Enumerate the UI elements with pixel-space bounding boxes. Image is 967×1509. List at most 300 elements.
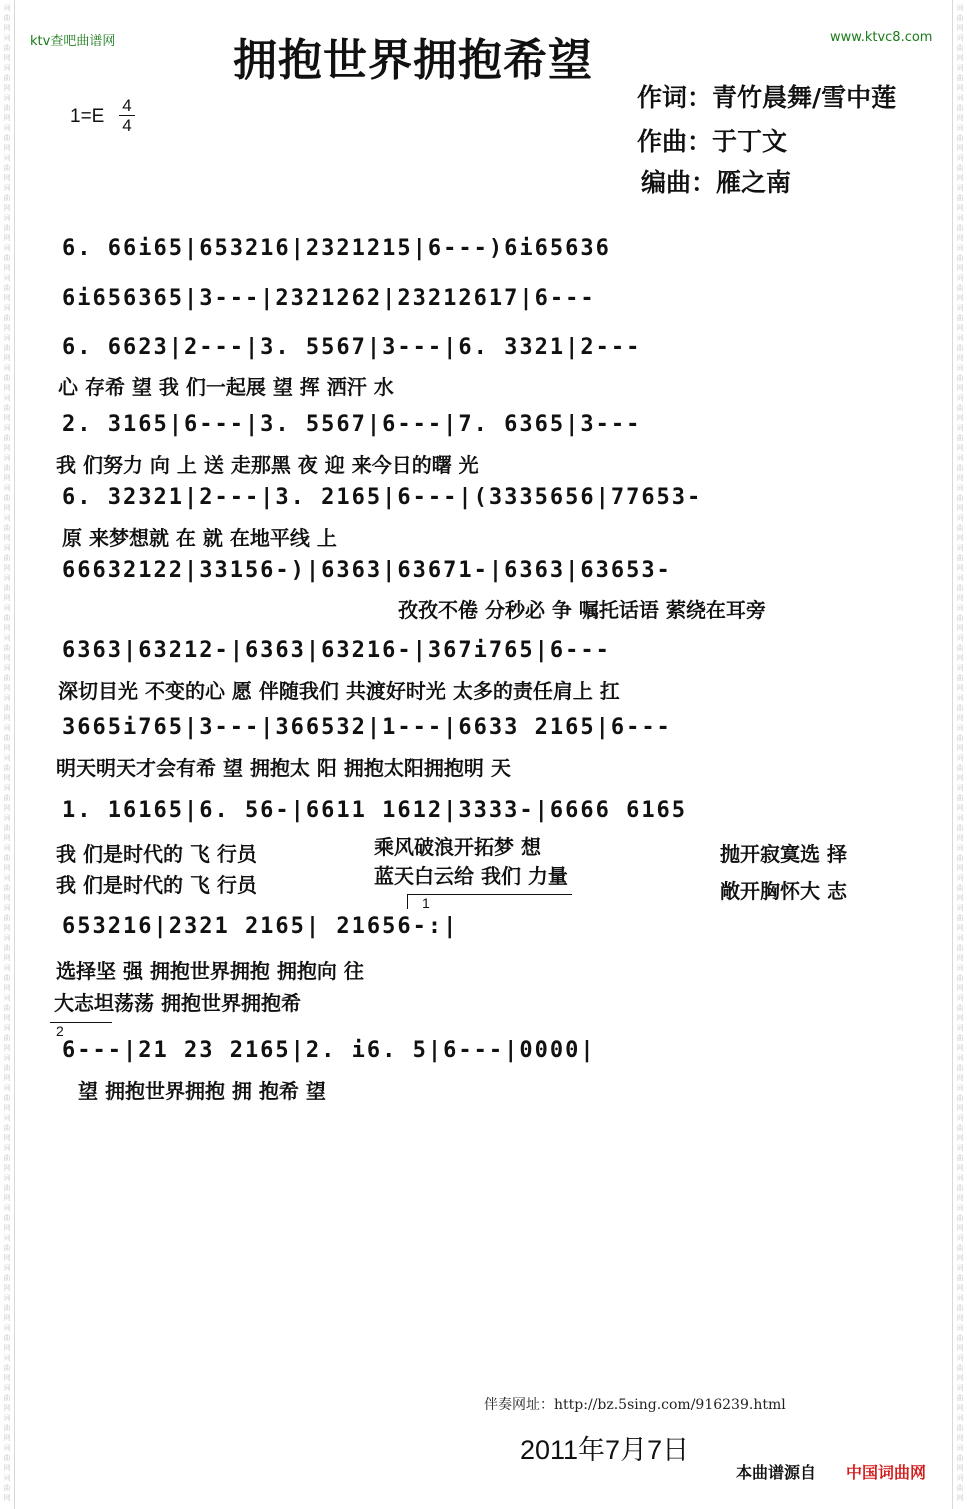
watermark-glyph: 词	[956, 124, 964, 132]
notation-line-6: 66632122|33156-)|6363|63671-|6363|63653-	[62, 558, 672, 583]
watermark-glyph: 词	[3, 544, 11, 552]
watermark-glyph: 网	[3, 384, 11, 392]
lyric-line-8b: 蓝天白云给 我们 力量	[374, 864, 568, 888]
watermark-glyph: 词	[956, 664, 964, 672]
watermark-glyph: 曲	[3, 1004, 11, 1012]
watermark-glyph: 词	[3, 334, 11, 342]
watermark-glyph: 词	[956, 844, 964, 852]
watermark-glyph: 网	[3, 654, 11, 662]
notation-line-3: 6. 6623|2---|3. 5567|3---|6. 3321|2---	[62, 335, 642, 360]
watermark-glyph: 网	[956, 234, 964, 242]
watermark-glyph: 网	[3, 54, 11, 62]
watermark-glyph: 曲	[3, 1424, 11, 1432]
watermark-glyph: 词	[3, 874, 11, 882]
watermark-glyph: 网	[956, 204, 964, 212]
watermark-glyph: 词	[956, 1294, 964, 1302]
watermark-glyph: 网	[3, 804, 11, 812]
watermark-glyph: 词	[956, 1204, 964, 1212]
lyric-line-3: 原 来梦想就 在 就 在地平线 上	[62, 526, 337, 550]
watermark-glyph: 网	[3, 1044, 11, 1052]
notation-line-7: 6363|63212-|6363|63216-|367i765|6---	[62, 638, 611, 663]
lyric-line-2: 我 们努力 向 上 送 走那黑 夜 迎 来今日的曙 光	[56, 453, 479, 477]
watermark-glyph: 网	[956, 954, 964, 962]
watermark-glyph: 曲	[3, 404, 11, 412]
watermark-glyph: 网	[956, 1224, 964, 1232]
watermark-glyph: 曲	[3, 494, 11, 502]
watermark-glyph: 曲	[3, 764, 11, 772]
lyric-line-8c: 敞开胸怀大 志	[720, 879, 847, 903]
watermark-glyph: 词	[3, 1474, 11, 1482]
watermark-glyph: 曲	[956, 734, 964, 742]
watermark-glyph: 曲	[3, 1034, 11, 1042]
watermark-glyph: 词	[3, 514, 11, 522]
watermark-glyph: 曲	[3, 584, 11, 592]
watermark-glyph: 词	[956, 904, 964, 912]
watermark-glyph: 网	[3, 774, 11, 782]
watermark-glyph: 网	[3, 1224, 11, 1232]
watermark-glyph: 网	[956, 144, 964, 152]
watermark-glyph: 曲	[956, 914, 964, 922]
watermark-glyph: 曲	[956, 764, 964, 772]
watermark-glyph: 词	[3, 1024, 11, 1032]
right-watermark-strip	[953, 0, 967, 1509]
watermark-glyph: 词	[956, 1144, 964, 1152]
watermark-glyph: 曲	[956, 614, 964, 622]
arranger-credit: 编曲：雁之南	[641, 168, 792, 197]
notation-line-5: 6. 32321|2---|3. 2165|6---|(3335656|77653-	[62, 485, 703, 510]
watermark-glyph: 网	[3, 1194, 11, 1202]
watermark-glyph: 曲	[3, 1274, 11, 1282]
watermark-glyph: 网	[3, 354, 11, 362]
source-label: 本曲谱源自	[736, 1463, 817, 1482]
watermark-glyph: 网	[956, 594, 964, 602]
watermark-glyph: 词	[956, 1324, 964, 1332]
watermark-glyph: 网	[956, 24, 964, 32]
watermark-glyph: 网	[956, 894, 964, 902]
watermark-glyph: 词	[3, 1114, 11, 1122]
watermark-glyph: 词	[956, 694, 964, 702]
watermark-glyph: 网	[3, 1314, 11, 1322]
watermark-glyph: 曲	[956, 1484, 964, 1492]
left-frame-line	[14, 0, 15, 1509]
watermark-glyph: 曲	[956, 1244, 964, 1252]
watermark-glyph: 曲	[956, 314, 964, 322]
watermark-glyph: 词	[956, 754, 964, 762]
watermark-glyph: 网	[3, 684, 11, 692]
watermark-glyph: 曲	[3, 674, 11, 682]
watermark-glyph: 词	[3, 814, 11, 822]
watermark-glyph: 网	[3, 504, 11, 512]
watermark-glyph: 网	[956, 1314, 964, 1322]
watermark-glyph: 曲	[3, 1154, 11, 1162]
watermark-glyph: 词	[3, 124, 11, 132]
watermark-glyph: 网	[3, 924, 11, 932]
watermark-glyph: 曲	[3, 644, 11, 652]
watermark-glyph: 词	[956, 1054, 964, 1062]
watermark-glyph: 词	[3, 754, 11, 762]
watermark-glyph: 曲	[3, 614, 11, 622]
watermark-glyph: 词	[3, 1324, 11, 1332]
watermark-glyph: 曲	[3, 1094, 11, 1102]
watermark-glyph: 曲	[956, 434, 964, 442]
watermark-glyph: 词	[956, 4, 964, 12]
watermark-glyph: 网	[956, 354, 964, 362]
watermark-glyph: 曲	[956, 1364, 964, 1372]
watermark-glyph: 网	[956, 1434, 964, 1442]
lyric-line-1: 心 存希 望 我 们一起展 望 挥 洒汗 水	[58, 375, 394, 399]
watermark-glyph: 曲	[956, 1004, 964, 1012]
watermark-glyph: 曲	[3, 254, 11, 262]
watermark-glyph: 网	[3, 84, 11, 92]
watermark-glyph: 曲	[3, 554, 11, 562]
notation-line-4: 2. 3165|6---|3. 5567|6---|7. 6365|3---	[62, 412, 642, 437]
watermark-glyph: 网	[956, 84, 964, 92]
watermark-glyph: 曲	[3, 1484, 11, 1492]
watermark-glyph: 词	[3, 1084, 11, 1092]
watermark-glyph: 曲	[3, 1304, 11, 1312]
watermark-glyph: 网	[3, 1254, 11, 1262]
watermark-glyph: 词	[956, 1084, 964, 1092]
watermark-glyph: 词	[3, 34, 11, 42]
watermark-glyph: 词	[3, 904, 11, 912]
watermark-glyph: 网	[956, 834, 964, 842]
watermark-glyph: 曲	[3, 164, 11, 172]
watermark-glyph: 曲	[956, 194, 964, 202]
watermark-glyph: 网	[3, 1404, 11, 1412]
watermark-glyph: 词	[3, 1414, 11, 1422]
time-signature	[119, 96, 135, 135]
watermark-glyph: 词	[3, 184, 11, 192]
watermark-glyph: 曲	[956, 1394, 964, 1402]
watermark-glyph: 词	[3, 424, 11, 432]
watermark-glyph: 曲	[956, 404, 964, 412]
watermark-glyph: 网	[956, 114, 964, 122]
watermark-glyph: 词	[3, 724, 11, 732]
second-ending-label: 2	[56, 1023, 64, 1039]
watermark-glyph: 网	[3, 264, 11, 272]
watermark-glyph: 曲	[3, 824, 11, 832]
watermark-glyph: 曲	[3, 794, 11, 802]
watermark-glyph: 曲	[956, 344, 964, 352]
watermark-glyph: 曲	[956, 644, 964, 652]
watermark-glyph: 网	[3, 1074, 11, 1082]
notation-line-1: 6. 66i65|653216|2321215|6---)6i65636	[62, 236, 611, 261]
watermark-glyph: 曲	[3, 1364, 11, 1372]
watermark-glyph: 词	[956, 484, 964, 492]
watermark-glyph: 网	[3, 1164, 11, 1172]
watermark-glyph: 网	[956, 504, 964, 512]
watermark-glyph: 词	[3, 4, 11, 12]
watermark-glyph: 曲	[3, 314, 11, 322]
watermark-glyph: 词	[3, 574, 11, 582]
watermark-glyph: 曲	[3, 524, 11, 532]
watermark-glyph: 词	[3, 934, 11, 942]
watermark-glyph: 词	[956, 184, 964, 192]
watermark-glyph: 曲	[3, 284, 11, 292]
watermark-glyph: 词	[956, 514, 964, 522]
watermark-glyph: 网	[3, 444, 11, 452]
time-signature-top: 4	[119, 96, 135, 116]
watermark-glyph: 词	[3, 1294, 11, 1302]
watermark-glyph: 词	[3, 1204, 11, 1212]
watermark-glyph: 词	[956, 994, 964, 1002]
watermark-glyph: 词	[3, 1264, 11, 1272]
watermark-glyph: 网	[3, 1014, 11, 1022]
lyricist-credit: 作词：青竹晨舞/雪中莲	[637, 83, 897, 112]
watermark-glyph: 词	[956, 394, 964, 402]
watermark-glyph: 曲	[956, 1184, 964, 1192]
watermark-glyph: 词	[3, 1444, 11, 1452]
watermark-glyph: 曲	[956, 14, 964, 22]
watermark-glyph: 网	[3, 24, 11, 32]
watermark-glyph: 网	[956, 174, 964, 182]
watermark-glyph: 网	[956, 384, 964, 392]
watermark-glyph: 词	[956, 154, 964, 162]
watermark-glyph: 网	[956, 744, 964, 752]
watermark-glyph: 曲	[956, 944, 964, 952]
watermark-glyph: 词	[956, 634, 964, 642]
watermark-glyph: 词	[956, 724, 964, 732]
notation-line-10: 653216|2321 2165| 21656-:|	[62, 914, 459, 939]
watermark-glyph: 曲	[3, 374, 11, 382]
watermark-glyph: 曲	[956, 1124, 964, 1132]
watermark-glyph: 网	[956, 684, 964, 692]
watermark-glyph: 词	[956, 1234, 964, 1242]
watermark-glyph: 词	[3, 154, 11, 162]
watermark-glyph: 词	[956, 364, 964, 372]
watermark-glyph: 曲	[3, 1334, 11, 1342]
watermark-glyph: 词	[3, 304, 11, 312]
watermark-glyph: 曲	[956, 134, 964, 142]
watermark-glyph: 网	[3, 1434, 11, 1442]
watermark-glyph: 网	[956, 1284, 964, 1292]
watermark-glyph: 词	[3, 994, 11, 1002]
watermark-glyph: 曲	[956, 374, 964, 382]
watermark-glyph: 网	[956, 564, 964, 572]
watermark-glyph: 词	[956, 1444, 964, 1452]
watermark-glyph: 网	[3, 204, 11, 212]
watermark-glyph: 网	[3, 234, 11, 242]
source-site-name: 中国词曲网	[846, 1463, 927, 1482]
watermark-glyph: 词	[956, 1264, 964, 1272]
watermark-glyph: 网	[956, 1104, 964, 1112]
watermark-glyph: 词	[3, 1054, 11, 1062]
watermark-glyph: 网	[3, 1284, 11, 1292]
lyric-line-9: 选择坚 强 拥抱世界拥抱 拥抱向 往	[56, 959, 364, 983]
watermark-glyph: 曲	[3, 1064, 11, 1072]
watermark-glyph: 曲	[3, 1394, 11, 1402]
watermark-glyph: 词	[956, 214, 964, 222]
watermark-glyph: 词	[3, 454, 11, 462]
lyric-line-4: 孜孜不倦 分秒必 争 嘱托话语 萦绕在耳旁	[398, 598, 766, 622]
watermark-glyph: 词	[3, 1354, 11, 1362]
watermark-glyph: 网	[3, 1344, 11, 1352]
notation-line-8: 3665i765|3---|366532|1---|6633 2165|6---	[62, 715, 672, 740]
lyric-line-5: 深切目光 不变的心 愿 伴随我们 共渡好时光 太多的责任肩上 扛	[58, 679, 620, 703]
watermark-glyph: 网	[3, 984, 11, 992]
watermark-glyph: 曲	[3, 464, 11, 472]
watermark-glyph: 词	[956, 1024, 964, 1032]
watermark-glyph: 词	[956, 1174, 964, 1182]
watermark-glyph: 网	[3, 474, 11, 482]
watermark-glyph: 曲	[3, 1214, 11, 1222]
watermark-glyph: 网	[3, 744, 11, 752]
watermark-glyph: 曲	[3, 734, 11, 742]
watermark-glyph: 曲	[3, 104, 11, 112]
watermark-glyph: 网	[956, 624, 964, 632]
watermark-glyph: 网	[956, 714, 964, 722]
watermark-glyph: 词	[956, 1414, 964, 1422]
watermark-glyph: 曲	[956, 224, 964, 232]
watermark-glyph: 词	[956, 934, 964, 942]
score-date: 2011年7月7日	[520, 1435, 690, 1465]
watermark-glyph: 曲	[956, 824, 964, 832]
watermark-glyph: 词	[3, 1174, 11, 1182]
watermark-glyph: 曲	[956, 674, 964, 682]
watermark-glyph: 词	[3, 484, 11, 492]
watermark-glyph: 曲	[956, 884, 964, 892]
watermark-glyph: 网	[3, 174, 11, 182]
key-signature: 1=E	[70, 106, 105, 127]
watermark-glyph: 曲	[956, 164, 964, 172]
watermark-glyph: 曲	[956, 794, 964, 802]
watermark-glyph: 曲	[3, 974, 11, 982]
watermark-glyph: 词	[956, 574, 964, 582]
watermark-glyph: 网	[956, 444, 964, 452]
watermark-glyph: 曲	[956, 1274, 964, 1282]
notation-line-2: 6i656365|3---|2321262|23212617|6---	[62, 286, 596, 311]
watermark-glyph: 曲	[3, 344, 11, 352]
watermark-glyph: 曲	[3, 224, 11, 232]
watermark-glyph: 曲	[3, 854, 11, 862]
watermark-glyph: 词	[956, 304, 964, 312]
watermark-glyph: 曲	[3, 74, 11, 82]
watermark-glyph: 词	[3, 964, 11, 972]
watermark-glyph: 词	[3, 634, 11, 642]
watermark-glyph: 词	[956, 244, 964, 252]
watermark-glyph: 网	[3, 714, 11, 722]
watermark-glyph: 曲	[3, 1454, 11, 1462]
watermark-glyph: 网	[3, 294, 11, 302]
lyric-line-10: 大志坦荡荡 拥抱世界拥抱希	[54, 991, 301, 1015]
watermark-glyph: 网	[956, 1494, 964, 1502]
watermark-glyph: 网	[3, 1494, 11, 1502]
watermark-glyph: 网	[956, 1404, 964, 1412]
site-url-right: www.ktvc8.com	[830, 30, 933, 45]
watermark-glyph: 曲	[956, 1154, 964, 1162]
watermark-glyph: 曲	[3, 914, 11, 922]
watermark-glyph: 曲	[3, 434, 11, 442]
watermark-glyph: 词	[3, 664, 11, 672]
watermark-glyph: 曲	[956, 1454, 964, 1462]
watermark-glyph: 曲	[956, 464, 964, 472]
watermark-glyph: 曲	[956, 254, 964, 262]
watermark-glyph: 曲	[956, 1214, 964, 1222]
song-title: 拥抱世界拥抱希望	[233, 35, 593, 86]
watermark-glyph: 词	[956, 64, 964, 72]
watermark-glyph: 曲	[956, 1034, 964, 1042]
watermark-glyph: 网	[956, 1044, 964, 1052]
watermark-glyph: 网	[956, 774, 964, 782]
watermark-glyph: 词	[3, 1384, 11, 1392]
watermark-glyph: 网	[956, 1344, 964, 1352]
watermark-glyph: 网	[3, 1374, 11, 1382]
watermark-glyph: 词	[3, 694, 11, 702]
watermark-glyph: 词	[956, 424, 964, 432]
watermark-glyph: 网	[3, 864, 11, 872]
watermark-glyph: 曲	[956, 854, 964, 862]
watermark-glyph: 词	[956, 1354, 964, 1362]
watermark-glyph: 词	[3, 364, 11, 372]
left-watermark-strip	[0, 0, 14, 1509]
watermark-glyph: 网	[3, 414, 11, 422]
watermark-glyph: 网	[3, 1464, 11, 1472]
watermark-glyph: 网	[956, 474, 964, 482]
watermark-glyph: 曲	[3, 44, 11, 52]
watermark-glyph: 网	[3, 564, 11, 572]
watermark-glyph: 网	[3, 534, 11, 542]
watermark-glyph: 曲	[3, 1184, 11, 1192]
lyric-line-11: 望 拥抱世界拥抱 拥 抱希 望	[78, 1079, 326, 1103]
watermark-glyph: 词	[3, 784, 11, 792]
watermark-glyph: 曲	[3, 194, 11, 202]
watermark-glyph: 曲	[3, 1244, 11, 1252]
watermark-glyph: 词	[956, 94, 964, 102]
site-name-left: ktv查吧曲谱网	[30, 34, 116, 49]
watermark-glyph: 网	[956, 984, 964, 992]
second-ending-bracket	[50, 1022, 112, 1037]
watermark-glyph: 网	[3, 324, 11, 332]
watermark-glyph: 曲	[956, 44, 964, 52]
notation-line-9: 1. 16165|6. 56-|6611 1612|3333-|6666 6165	[62, 798, 688, 823]
watermark-glyph: 网	[3, 834, 11, 842]
watermark-glyph: 词	[956, 814, 964, 822]
watermark-glyph: 网	[956, 804, 964, 812]
watermark-glyph: 词	[3, 1144, 11, 1152]
watermark-glyph: 网	[956, 264, 964, 272]
watermark-glyph: 网	[956, 294, 964, 302]
watermark-glyph: 词	[956, 544, 964, 552]
watermark-glyph: 网	[956, 1194, 964, 1202]
watermark-glyph: 曲	[956, 494, 964, 502]
watermark-glyph: 曲	[3, 1124, 11, 1132]
watermark-glyph: 曲	[956, 524, 964, 532]
watermark-glyph: 网	[956, 54, 964, 62]
accompaniment-url: 伴奏网址：http://bz.5sing.com/916239.html	[484, 1397, 786, 1413]
watermark-glyph: 网	[3, 594, 11, 602]
watermark-glyph: 曲	[956, 1064, 964, 1072]
watermark-glyph: 网	[956, 324, 964, 332]
watermark-glyph: 网	[3, 954, 11, 962]
watermark-glyph: 网	[956, 864, 964, 872]
watermark-glyph: 词	[956, 34, 964, 42]
watermark-glyph: 网	[3, 894, 11, 902]
watermark-glyph: 词	[956, 604, 964, 612]
watermark-glyph: 曲	[956, 1424, 964, 1432]
watermark-glyph: 词	[956, 1384, 964, 1392]
watermark-glyph: 词	[3, 244, 11, 252]
watermark-glyph: 词	[956, 454, 964, 462]
watermark-glyph: 网	[3, 114, 11, 122]
watermark-glyph: 曲	[956, 284, 964, 292]
watermark-glyph: 网	[956, 654, 964, 662]
right-frame-line	[952, 0, 953, 1509]
lyric-line-7b: 乘风破浪开拓梦 想	[374, 835, 541, 859]
watermark-glyph: 网	[3, 1104, 11, 1112]
watermark-glyph: 网	[956, 1074, 964, 1082]
lyric-line-7a: 我 们是时代的 飞 行员	[56, 842, 257, 866]
watermark-glyph: 网	[956, 1134, 964, 1142]
